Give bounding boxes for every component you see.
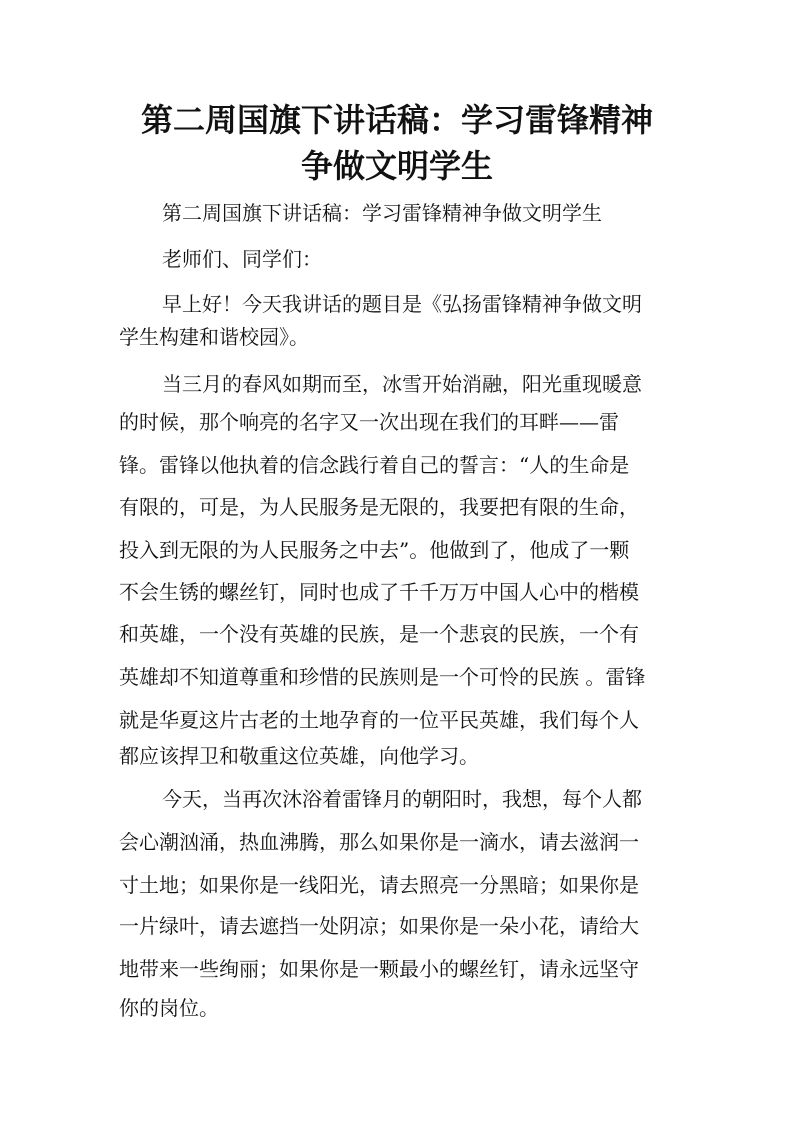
paragraph-2-line-5: 投入到无限的为人民服务之中去”。他做到了，他成了一颗 [119,538,630,562]
paragraph-3-line-2: 会心潮汹涌，热血沸腾，那么如果你是一滴水，请去滋润一 [119,830,639,854]
paragraph-2-line-10: 都应该捍卫和敬重这位英雄，向他学习。 [119,744,479,768]
paragraph-2-line-6: 不会生锈的螺丝钉，同时也成了千千万万中国人心中的楷模 [119,580,639,604]
greeting: 老师们、同学们： [162,247,322,271]
paragraph-3-line-3: 寸土地；如果你是一线阳光，请去照亮一分黑暗；如果你是 [119,873,639,897]
document-subtitle: 第二周国旗下讲话稿：学习雷锋精神争做文明学生 [162,201,602,225]
document-title-line-1: 第二周国旗下讲话稿：学习雷锋精神 [140,101,653,139]
paragraph-2-line-9: 就是华夏这片古老的土地孕育的一位平民英雄，我们每个人 [119,708,639,732]
paragraph-3-line-6: 你的岗位。 [119,996,219,1020]
paragraph-2-line-8: 英雄却不知道尊重和珍惜的民族则是一个可怜的民族 。雷锋 [119,665,646,689]
paragraph-1-line-2: 学生构建和谐校园》。 [119,325,309,349]
paragraph-3-line-4: 一片绿叶，请去遮挡一处阴凉；如果你是一朵小花，请给大 [119,914,639,938]
paragraph-2-line-7: 和英雄，一个没有英雄的民族，是一个悲哀的民族，一个有 [119,622,639,646]
paragraph-2-line-1: 当三月的春风如期而至，冰雪开始消融，阳光重现暖意 [162,372,642,396]
document-title-line-2: 争做文明学生 [300,147,493,185]
paragraph-2-line-4: 有限的，可是，为人民服务是无限的，我要把有限的生命， [119,495,639,519]
paragraph-2-line-3: 锋。雷锋以他执着的信念践行着自己的誓言：“人的生命是 [119,453,630,477]
paragraph-3-line-1: 今天，当再次沐浴着雷锋月的朝阳时，我想，每个人都 [162,787,642,811]
paragraph-1-line-1: 早上好！今天我讲话的题目是《弘扬雷锋精神争做文明 [162,292,642,316]
paragraph-2-line-2: 的时候，那个响亮的名字又一次出现在我们的耳畔——雷 [119,410,619,434]
paragraph-3-line-5: 地带来一些绚丽；如果你是一颗最小的螺丝钉，请永远坚守 [119,957,639,981]
